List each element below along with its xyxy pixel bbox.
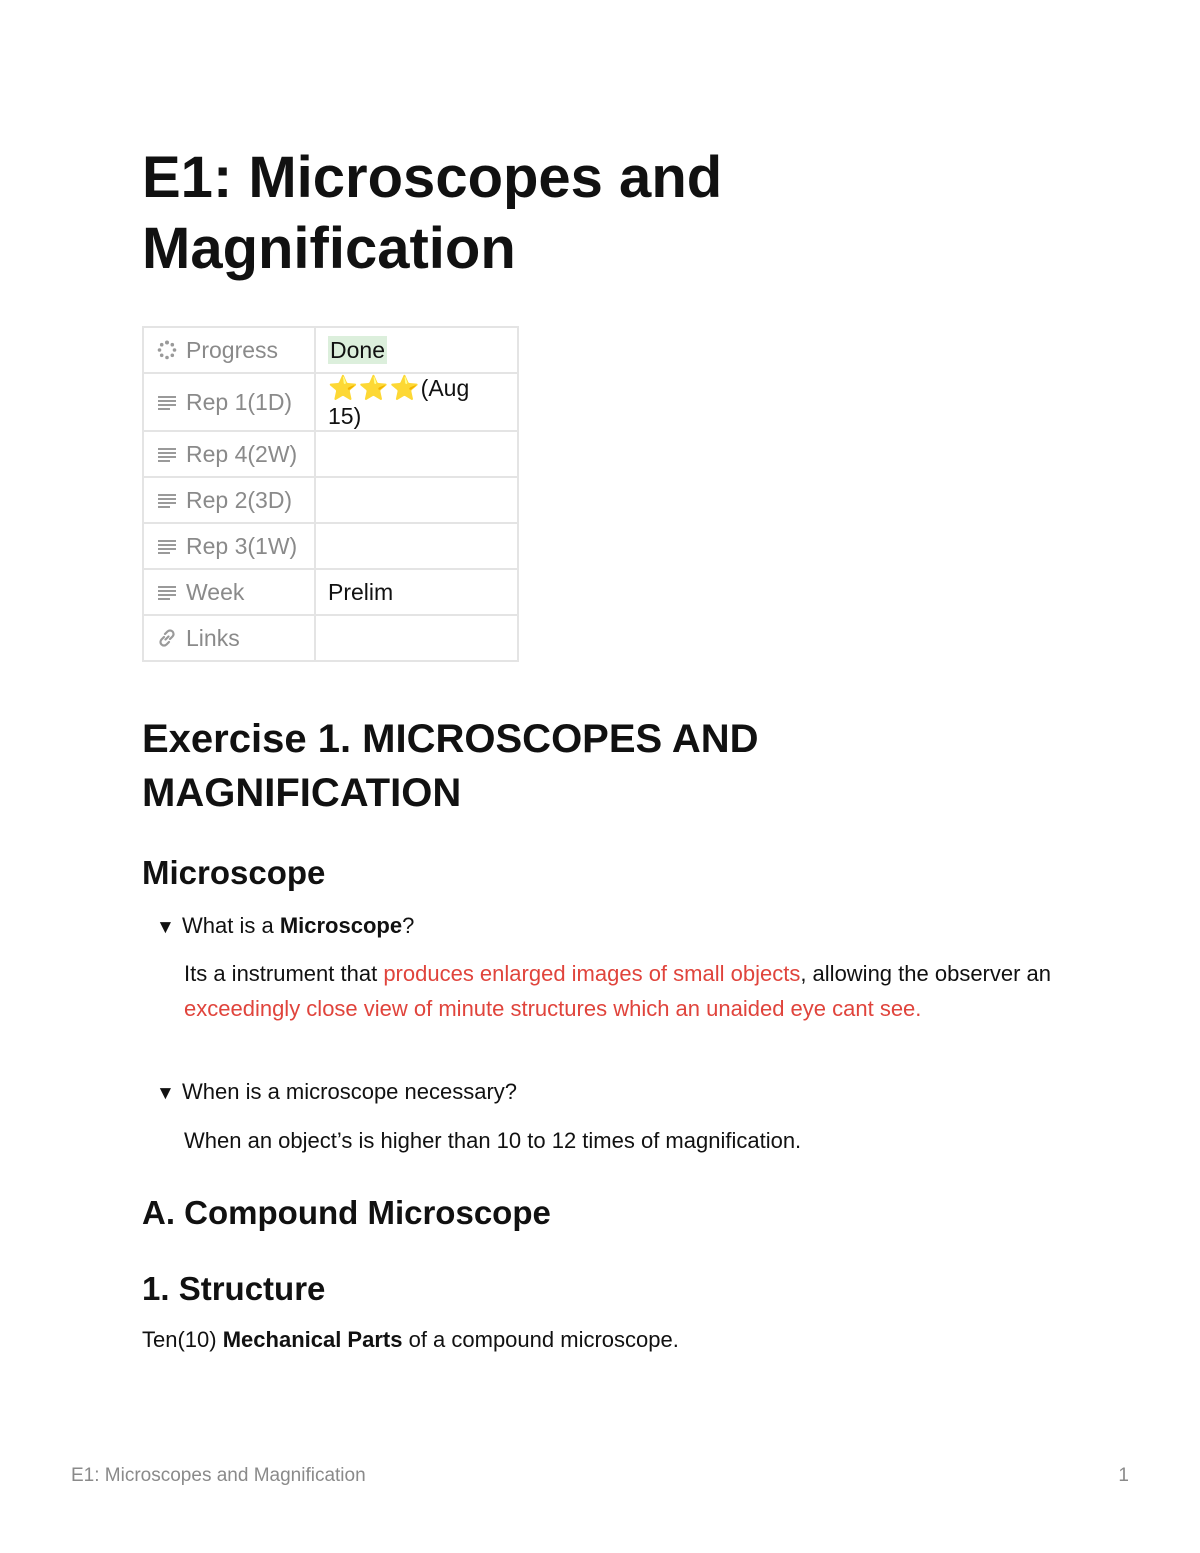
- text-lines-icon: [156, 443, 178, 465]
- link-icon: [156, 627, 178, 649]
- status-badge: Done: [330, 336, 385, 363]
- property-value[interactable]: [315, 523, 518, 569]
- property-key: Progress: [186, 336, 279, 363]
- properties-table: [142, 326, 519, 662]
- property-key: Week: [186, 578, 245, 605]
- section-heading-structure: 1. Structure: [142, 1270, 326, 1307]
- property-value[interactable]: [315, 477, 518, 523]
- toggle-answer-when-necessary: When an object’s is higher than 10 to 12 times of magnification.: [184, 1128, 802, 1153]
- progress-icon: [156, 339, 178, 361]
- property-row-progress[interactable]: [143, 327, 518, 373]
- exercise-heading: Exercise 1. MICROSCOPES AND MAGNIFICATION: [142, 717, 759, 815]
- text-lines-icon: [156, 581, 178, 603]
- property-key: Rep 1(1D): [186, 388, 293, 415]
- text-lines-icon: [156, 535, 178, 557]
- structure-paragraph: Ten(10) Mechanical Parts of a compound microscope.: [142, 1327, 679, 1352]
- footer-title: E1: Microscopes and Magnification: [71, 1465, 366, 1486]
- property-row-rep4[interactable]: [143, 431, 518, 477]
- toggle-when-necessary[interactable]: ▼ When is a microscope necessary?: [156, 1074, 517, 1111]
- property-key: Links: [186, 624, 240, 651]
- property-value[interactable]: [315, 615, 518, 661]
- toggle-answer-what-is-microscope: Its a instrument that produces enlarged images of small objects, allowing the observer an exceedingly close view of minute structures which an unaided eye cant see.: [184, 961, 1052, 1021]
- property-row-week[interactable]: [143, 569, 518, 615]
- section-heading-compound: A. Compound Microscope: [142, 1194, 551, 1231]
- property-value: (Aug 15): [328, 375, 470, 429]
- property-value[interactable]: Prelim: [315, 569, 518, 615]
- property-row-rep3[interactable]: [143, 523, 518, 569]
- property-row-rep1[interactable]: [143, 373, 518, 431]
- section-heading-microscope: Microscope: [142, 854, 326, 891]
- property-key: Rep 3(1W): [186, 532, 298, 559]
- text-lines-icon: [156, 489, 178, 511]
- property-key: Rep 2(3D): [186, 486, 293, 513]
- property-row-rep2[interactable]: [143, 477, 518, 523]
- page-title: E1: Microscopes and Magnification: [142, 145, 723, 281]
- text-lines-icon: [156, 391, 178, 413]
- page-number: 1: [1118, 1465, 1129, 1486]
- toggle-what-is-microscope[interactable]: ▼ What is a Microscope?: [156, 908, 414, 945]
- property-row-links[interactable]: [143, 615, 518, 661]
- property-value[interactable]: [315, 431, 518, 477]
- property-key: Rep 4(2W): [186, 440, 298, 467]
- toggle-triangle-icon[interactable]: ▼: [156, 1083, 175, 1104]
- star-rating: ⭐⭐⭐: [328, 375, 421, 402]
- toggle-triangle-icon[interactable]: ▼: [156, 917, 175, 938]
